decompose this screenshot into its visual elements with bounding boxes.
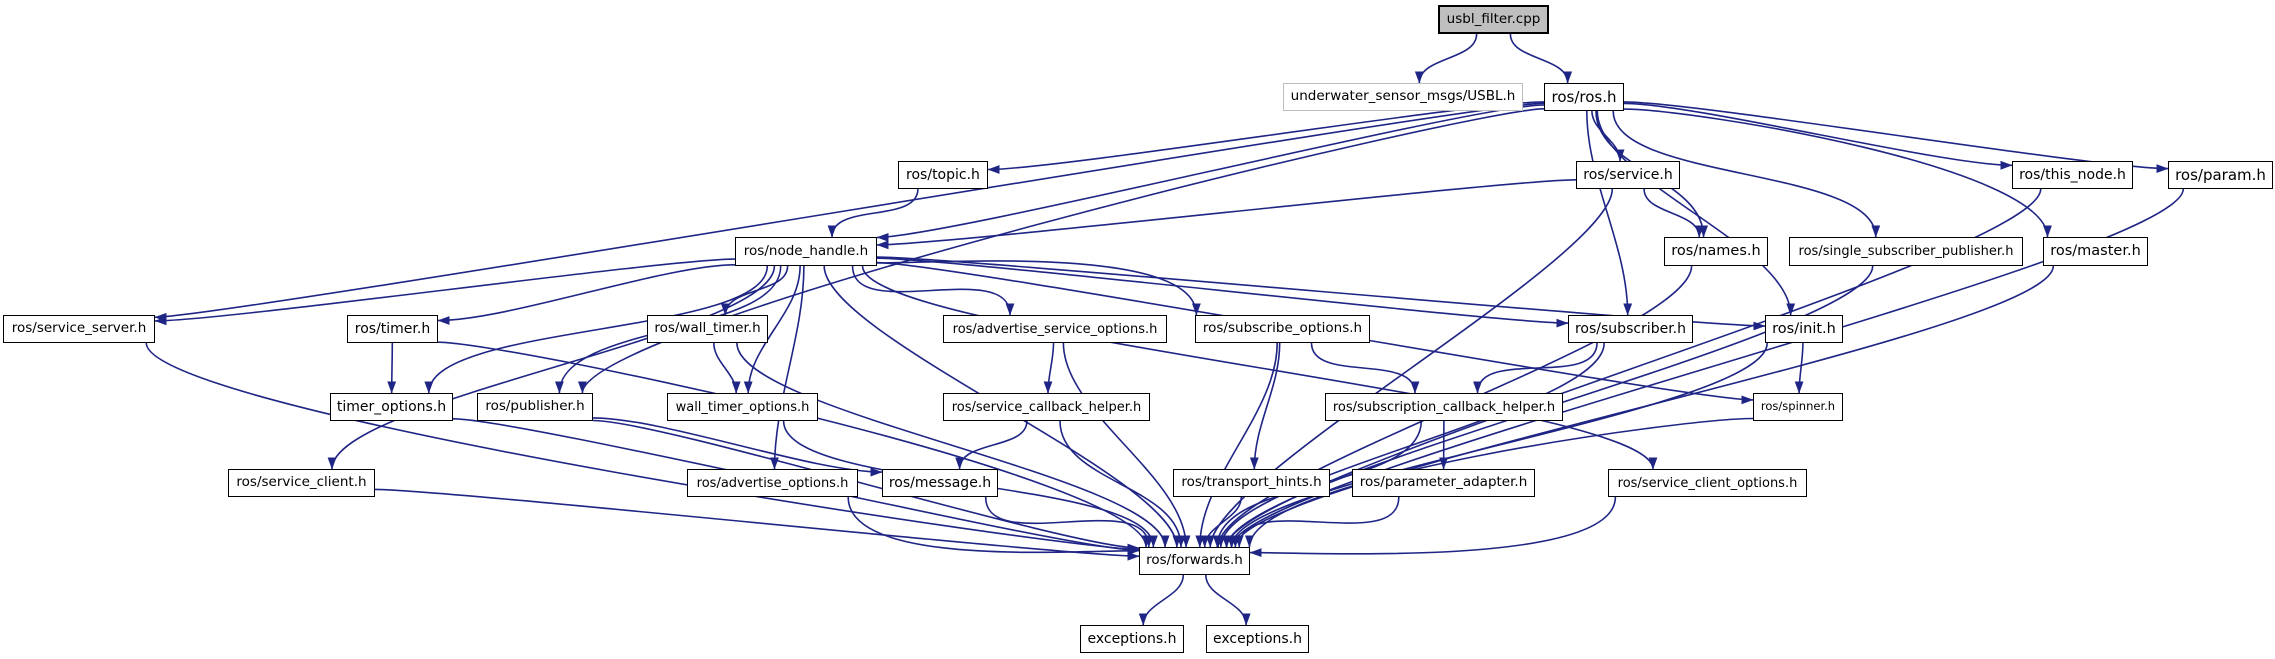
graph-node-timer-opts-h[interactable]: [330, 393, 453, 421]
graph-node-label: ros/service_client_options.h: [1617, 475, 1798, 491]
graph-node-label: ros/service_client.h: [236, 474, 367, 491]
graph-node-label: ros/message.h: [888, 475, 992, 491]
graph-node-usbl-filter-cpp: [1438, 5, 1549, 34]
graph-node-label: ros/subscription_callback_helper.h: [1332, 399, 1556, 415]
graph-node-label: ros/service_callback_helper.h: [951, 399, 1142, 415]
graph-node-forwards-h[interactable]: [1139, 547, 1250, 575]
graph-node-label: ros/names.h: [1671, 243, 1761, 260]
graph-node-node-handle-h[interactable]: [735, 237, 877, 266]
graph-node-service-h[interactable]: [1576, 161, 1680, 189]
graph-node-sub-opts-h[interactable]: [1195, 315, 1370, 343]
graph-node-label: exceptions.h: [1212, 631, 1303, 647]
include-edge-usbl_filter_cpp-to-ros_h: [1510, 34, 1567, 83]
include-edge-ros_h-to-service_server_h: [155, 103, 1544, 317]
graph-node-message-h[interactable]: [882, 469, 998, 497]
graph-node-ros-h[interactable]: [1544, 83, 1624, 111]
graph-node-svc-client-opts-h[interactable]: [1608, 469, 1807, 497]
graph-node-label: ros/forwards.h: [1146, 552, 1243, 569]
graph-node-subscriber-h[interactable]: [1568, 315, 1693, 343]
include-edge-forwards_h-to-exceptions_h_1: [1143, 575, 1183, 625]
include-edge-timer_h-to-timer_opts_h: [392, 343, 393, 393]
graph-node-label: ros/parameter_adapter.h: [1359, 474, 1528, 491]
graph-node-label: ros/publisher.h: [485, 398, 585, 415]
include-edge-node_handle_h-to-service_server_h: [155, 259, 735, 321]
include-edge-adv_svc_opts_h-to-svc_cb_helper_h: [1048, 343, 1054, 393]
graph-node-label: timer_options.h: [336, 399, 447, 415]
include-edge-ros_h-to-this_node_h: [1624, 103, 2012, 165]
include-edge-usbl_filter_cpp-to-usbl_h: [1419, 34, 1476, 83]
include-edge-subscriber_h-to-sub_cb_helper_h: [1478, 343, 1598, 393]
graph-node-this-node-h[interactable]: [2012, 161, 2133, 189]
graph-node-label: ros/master.h: [2050, 243, 2141, 260]
graph-node-param-adapter-h[interactable]: [1352, 469, 1535, 497]
graph-node-label: ros/advertise_options.h: [696, 475, 849, 491]
graph-node-wall-timer-opts-h[interactable]: [667, 393, 818, 421]
graph-node-label: ros/single_subscriber_publisher.h: [1798, 244, 2014, 259]
graph-node-adv-svc-opts-h[interactable]: [943, 315, 1167, 343]
include-edge-publisher_h-to-forwards_h: [593, 421, 1139, 549]
graph-node-label: exceptions.h: [1087, 631, 1177, 647]
include-edge-node_handle_h-to-sub_opts_h: [877, 261, 1196, 315]
include-edge-svc_cb_helper_h-to-message_h: [960, 421, 1027, 469]
include-edge-wall_timer_h-to-wall_timer_opts_h: [714, 343, 736, 393]
graph-node-label: ros/subscribe_options.h: [1202, 320, 1363, 337]
graph-node-label: underwater_sensor_msgs/USBL.h: [1290, 88, 1516, 105]
graph-node-topic-h[interactable]: [898, 161, 988, 189]
graph-node-svc-cb-helper-h[interactable]: [943, 393, 1150, 421]
graph-node-label: ros/param.h: [2175, 165, 2266, 184]
graph-node-sub-cb-helper-h[interactable]: [1325, 393, 1563, 421]
include-edge-svc_client_opts_h-to-forwards_h: [1250, 497, 1615, 554]
graph-node-label: ros/subscriber.h: [1574, 321, 1686, 337]
graph-node-usbl-h: [1283, 83, 1523, 111]
include-edge-ros_h-to-master_h: [1624, 109, 2048, 237]
graph-node-label: usbl_filter.cpp: [1446, 10, 1541, 27]
include-edge-topic_h-to-node_handle_h: [832, 189, 918, 237]
graph-node-label: ros/spinner.h: [1760, 399, 1836, 414]
graph-node-label: ros/transport_hints.h: [1181, 474, 1322, 491]
graph-node-transport-hints-h[interactable]: [1173, 469, 1330, 497]
graph-node-label: ros/timer.h: [354, 321, 431, 337]
include-edge-forwards_h-to-exceptions_h_2: [1206, 575, 1246, 625]
graph-node-spinner-h[interactable]: [1753, 393, 1843, 421]
graph-node-init-h[interactable]: [1765, 315, 1843, 343]
graph-node-adv-opts-h[interactable]: [687, 469, 858, 497]
graph-node-exceptions-h-2[interactable]: [1206, 625, 1309, 653]
include-edge-service_h-to-names_h: [1644, 189, 1699, 237]
graph-node-label: ros/topic.h: [906, 167, 980, 183]
include-edge-subscriber_h-to-forwards_h: [1221, 343, 1604, 547]
graph-node-timer-h[interactable]: [347, 315, 438, 343]
include-edge-ros_h-to-init_h: [1597, 111, 1790, 315]
graph-node-label: ros/node_handle.h: [743, 242, 869, 259]
include-edge-ros_h-to-param_h: [1624, 102, 2168, 169]
include-edge-sub_opts_h-to-forwards_h: [1200, 343, 1277, 547]
graph-node-exceptions-h-1[interactable]: [1080, 625, 1184, 653]
graph-node-publisher-h[interactable]: [477, 393, 593, 421]
graph-node-label: ros/wall_timer.h: [654, 320, 761, 337]
graph-node-ssp-h[interactable]: [1789, 237, 2023, 266]
include-edge-message_h-to-forwards_h: [986, 497, 1149, 547]
graph-node-label: ros/ros.h: [1551, 87, 1617, 106]
graph-node-service-server-h[interactable]: [3, 315, 155, 343]
graph-node-label: wall_timer_options.h: [675, 399, 810, 415]
graph-node-master-h[interactable]: [2043, 237, 2148, 266]
include-edge-node_handle_h-to-adv_svc_opts_h: [853, 266, 1010, 315]
graph-node-label: ros/this_node.h: [2019, 167, 2126, 183]
graph-node-label: ros/service.h: [1583, 167, 1673, 183]
graph-node-label: ros/advertise_service_options.h: [952, 321, 1158, 337]
graph-node-param-h[interactable]: [2168, 161, 2273, 189]
graph-node-label: ros/init.h: [1772, 320, 1836, 337]
include-edge-timer_h-to-forwards_h: [438, 342, 1146, 547]
graph-node-label: ros/service_server.h: [11, 320, 147, 337]
include-edge-init_h-to-spinner_h: [1799, 343, 1803, 393]
graph-node-names-h[interactable]: [1664, 237, 1768, 266]
graph-node-wall-timer-h[interactable]: [647, 315, 768, 343]
graph-node-service-client-h[interactable]: [228, 469, 375, 497]
